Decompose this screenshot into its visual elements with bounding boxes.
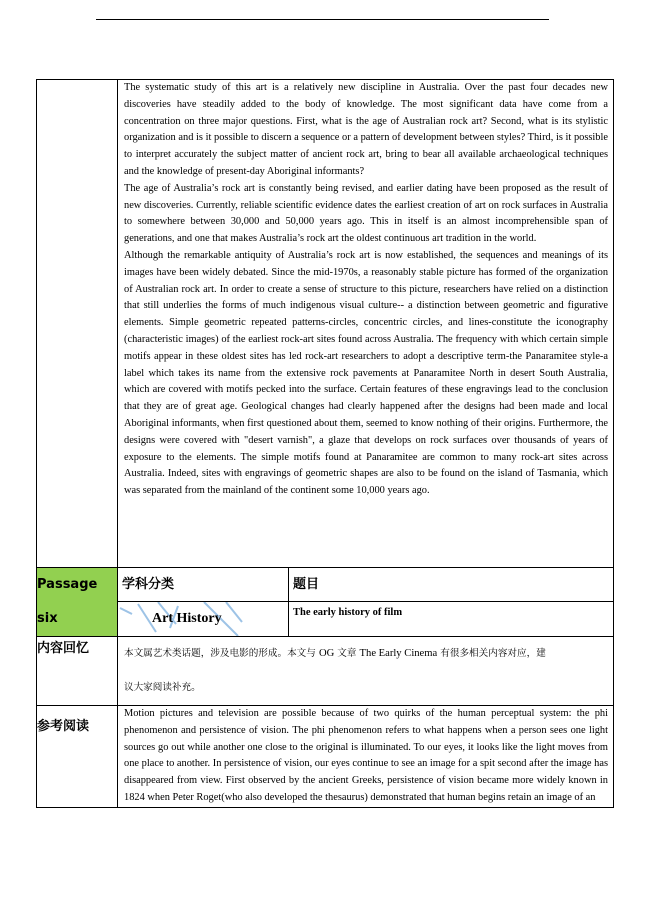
recall-text-part: 文章 (334, 648, 360, 659)
topic-header: 题目 (293, 577, 320, 592)
passage-value-row (37, 602, 614, 637)
recall-text-part: The Early Cinema (359, 648, 438, 659)
passage-label-line2: six (37, 611, 58, 626)
recall-text-part: 本文属艺术类话题，涉及电影的形成。本文与 (124, 648, 319, 659)
topic-header-cell (289, 568, 614, 602)
recall-label: 内容回忆 (37, 637, 118, 706)
header-rule (96, 19, 549, 20)
recall-text-part: 议大家阅读补充。 (124, 682, 201, 693)
passage-body-label-cell (37, 80, 118, 568)
recall-row (37, 637, 614, 706)
reading-text-cell (118, 706, 614, 808)
passage-body-cell (118, 80, 614, 568)
recall-text-part: OG (318, 648, 335, 659)
passage-label-cell (37, 568, 118, 637)
passage-header-row (37, 568, 614, 602)
passage-body-text (118, 80, 613, 500)
recall-text-cell (118, 637, 614, 706)
recall-text-part: 有很多相关内容对应，建 (437, 648, 546, 659)
document-table (36, 79, 613, 808)
passage-paragraph: The age of Australia’s rock art is constantly being revised, and earlier dating have been proposed as the result of new discoveries. Currently, reliable scientific evidence dates the earliest creation of art on rock surfaces in Australia to somewhere between 30,000 and 50,000 years ago. This in itself is an almost incomprehensible span of generations, and one that makes Australia’s rock art the oldest continuous art tradition in the world. (124, 182, 609, 245)
passage-label-line1: Passage (37, 577, 98, 592)
passage-body-row (37, 80, 614, 568)
topic-value: The early history of film (293, 607, 403, 618)
topic-value-cell (289, 602, 614, 637)
reading-text: Motion pictures and television are possible because of two quirks of the human perceptual system: the phi phenomenon and persistence of vision. The phi phenomenon refers to what happens when a person sees one light sources go out while another one close to the original is illuminated. To our eyes, it looks like the light moves from one place to another. In persistence of vision, our eyes continue to see an image for a spit second after the image has disappeared from view. First observed by the ancient Greeks, persistence of vision became more widely known in 1824 when Peter Roget(who also developed the thesaurus) demonstrated that human begins retain an image of an (124, 708, 609, 803)
category-header-cell (118, 568, 289, 602)
category-value-cell (118, 602, 289, 637)
recall-text (118, 637, 613, 705)
passage-paragraph: The systematic study of this art is a relatively new discipline in Australia. Over the past four decades new discoveries have steadily added to the body of knowledge. The most significant data have come from a concentration on three major questions. First, what is the age of Australian rock art? Second, what is its stylistic organization and is it possible to discern a sequence or a pattern of development between styles? Third, is it possible to interpret accurately the subject matter of ancient rock art, bring to bear all available archaeological techniques and the knowledge of present-day Aboriginal informants? (124, 82, 609, 177)
reading-label: 参考阅读 (37, 706, 118, 808)
category-header: 学科分类 (122, 577, 175, 592)
category-value: Art History (152, 611, 222, 626)
passage-paragraph: Although the remarkable antiquity of Australia’s rock art is now established, the sequences and meanings of its images have been widely debated. Since the mid-1970s, a reasonably stable picture has formed of the organization of Australian rock art. In order to create a sense of structure to this picture, researchers have relied on a distinction that still underlies the forms of much indigenous visual culture-- a distinction between geometric and figurative elements. Simple geometric repeated patterns-circles, concentric circles, and lines-constitute the iconography (characteristic images) of the earliest rock-art sites found across Australia. The frequency with which certain simple motifs appear in these oldest sites has led rock-art researchers to adopt a descriptive term-the Panaramitee style-a label which takes its name from the extensive rock pavements at Panaramitee North in desert South Australia, which are covered with motifs pecked into the surface. Certain features of these engravings lead to the conclusion that they are of great age. Geological changes had clearly happened after the designs had been made and local Aboriginal informants, when first questioned about them, seemed to know nothing of their origins. Furthermore, the designs were covered with "desert varnish", a glaze that develops on rock surfaces over thousands of years of exposure to the elements. The simple motifs found at Panaramitee are common to many rock-art sites across Australia. Indeed, sites with engravings of geometric shapes are also to be found on the island of Tasmania, which was separated from the mainland of the continent some 10,000 years ago. (124, 249, 609, 497)
reading-row (37, 706, 614, 808)
